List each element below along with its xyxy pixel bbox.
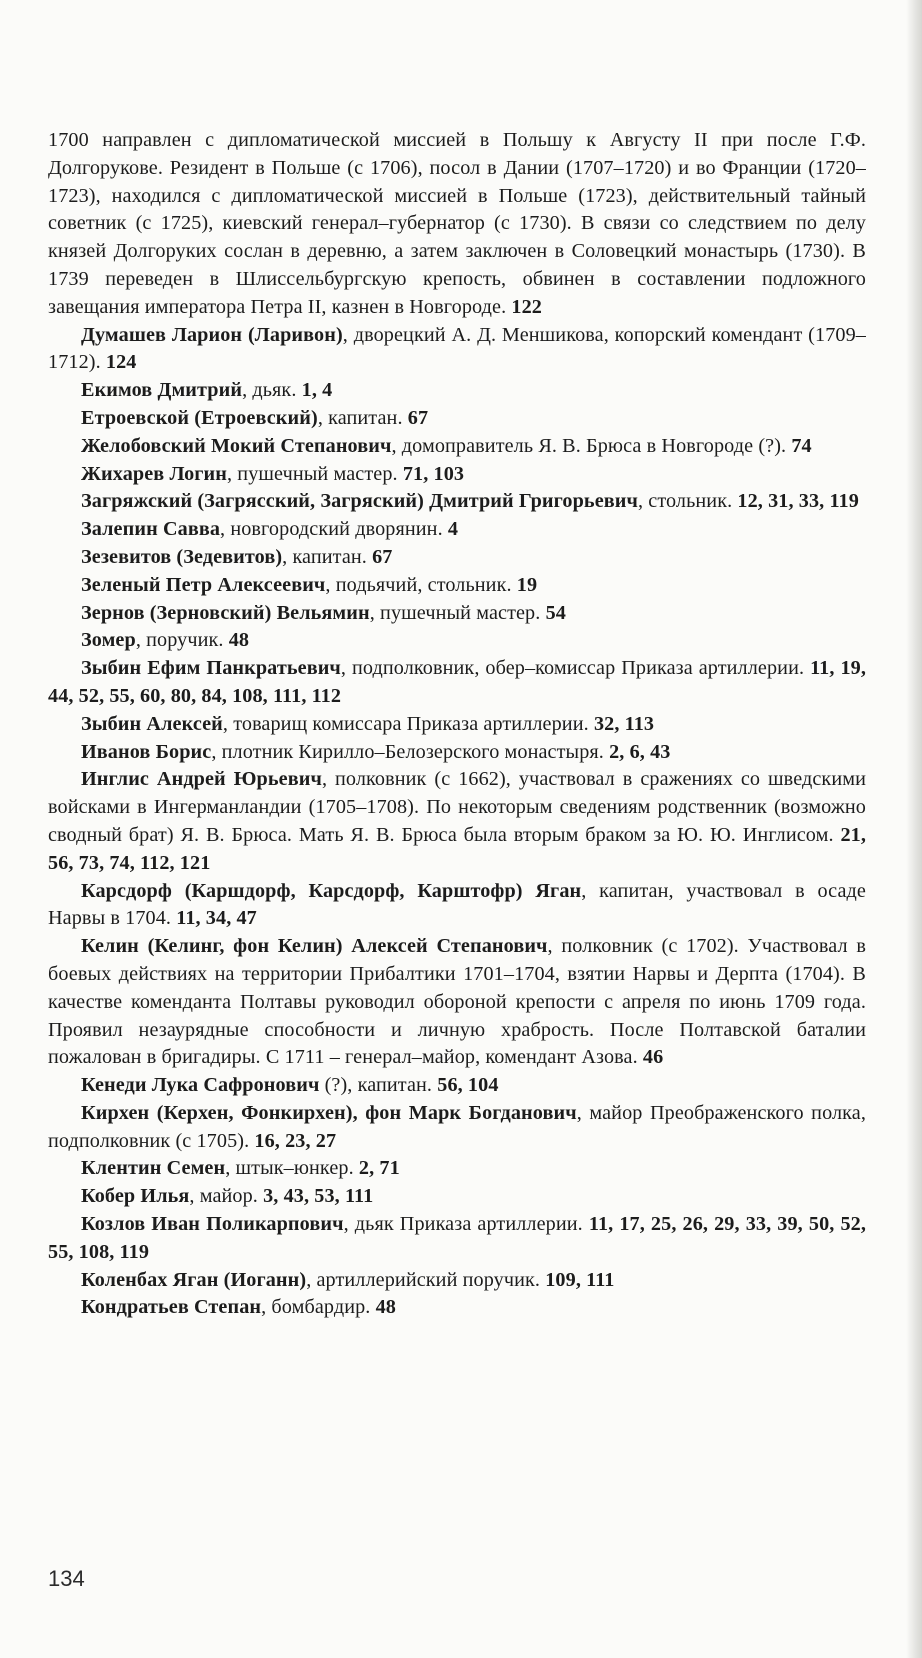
index-page xyxy=(48,127,866,1322)
entry-refs: 2, 71 xyxy=(358,1157,400,1180)
index-entry xyxy=(48,1155,866,1183)
entry-name: Инглис Андрей Юрьевич xyxy=(81,768,322,791)
entry-name: Кобер Илья xyxy=(81,1185,190,1208)
entry-desc: , полковник (с 1662), участвовал в сражениях со шведскими войсками в Ингерманландии (1705–1708). По некоторым сведениям родственник (возможно сводный брат) Я. В. Брюса. Мать Я. В. Брюса была вторым браком за Ю. Ю. Инглисом. xyxy=(48,768,867,846)
index-entry xyxy=(48,933,866,1072)
entry-refs: 11, 17, 25, 26, 29, 33, 39, 50, 52, 55, 108, 119 xyxy=(48,1213,866,1263)
entry-desc: , капитан, участвовал в осаде Нарвы в 1704. xyxy=(48,879,866,930)
entry-desc: , подьячий, стольник. xyxy=(325,573,512,596)
entry-refs: 48 xyxy=(375,1296,396,1319)
index-entry xyxy=(48,377,866,405)
entry-desc: , полковник (с 1702). Участвовал в боевых действиях на территории Прибалтики 1701–1704, взятии Нарвы и Дерпта (1704). В качестве коменданта Полтавы руководил обороной крепости с апреля по июнь 1709 года. Проявил незаурядные способности и личную храбрость. После Полтавской баталии пожалован в бригадиры. С 1711 – генерал–майор, комендант Азова. xyxy=(48,935,866,1069)
entry-name: Зернов (Зерновский) Вельямин xyxy=(81,601,370,624)
entry-name: Залепин Савва xyxy=(81,518,221,541)
entry-name: Жихарев Логин xyxy=(81,462,228,485)
entry-desc: , капитан. xyxy=(317,406,403,429)
entry-name: Кирхен (Керхен, Фонкирхен), фон Марк Богданович xyxy=(81,1101,577,1124)
index-entry xyxy=(48,544,866,572)
entry-desc: , майор. xyxy=(189,1185,258,1208)
entry-desc: , капитан. xyxy=(282,545,367,568)
page-number: 134 xyxy=(48,1566,85,1591)
entry-refs: 46 xyxy=(642,1046,664,1069)
entry-desc: , стольник. xyxy=(637,490,733,513)
index-entry xyxy=(48,433,866,461)
entry-refs: 109, 111 xyxy=(545,1268,615,1291)
entry-desc: , подполковник, обер–комиссар Приказа артиллерии. xyxy=(340,657,805,680)
entry-refs: 11, 34, 47 xyxy=(176,907,257,930)
entry-refs: 16, 23, 27 xyxy=(254,1129,337,1152)
index-entry xyxy=(48,461,866,489)
entry-refs: 56, 104 xyxy=(437,1074,499,1097)
index-entry xyxy=(48,572,866,600)
entry-refs: 74 xyxy=(791,434,812,457)
continuation-text: 1700 направлен с дипломатической миссией в Польшу к Августу II при после Г.Ф. Долгорукове. Резидент в Польше (с 1706), посол в Дании (1707–1720) и во Франции (1720–1723), находился с дипломатической миссией в Польше (1723), действительный тайный советник (с 1725), киевский генерал–губернатор (с 1730). В связи со следствием по делу князей Долгоруких сослан в деревню, а затем заключен в Соловецкий монастырь (1730). В 1739 переведен в Шлиссельбургскую крепость, обвинен в составлении подложного завещания императора Петра II, казнен в Новгороде. xyxy=(48,129,866,318)
entry-refs: 124 xyxy=(105,351,137,374)
entry-refs: 3, 43, 53, 111 xyxy=(263,1185,374,1208)
index-entry xyxy=(48,1183,866,1211)
index-entry xyxy=(48,739,866,767)
entry-desc: , бомбардир. xyxy=(261,1296,371,1319)
index-entry xyxy=(48,1100,866,1156)
entry-desc: , артиллерийский поручик. xyxy=(306,1268,541,1291)
entry-name: Кенеди Лука Сафронович xyxy=(81,1074,320,1097)
page-edge-shadow xyxy=(906,0,922,1658)
entry-desc: , майор Преображенского полка, подполковник (с 1705). xyxy=(48,1101,866,1152)
index-entry xyxy=(48,405,866,433)
entry-refs: 67 xyxy=(372,545,393,568)
entry-refs: 11, 19, 44, 52, 55, 60, 80, 84, 108, 111, 112 xyxy=(48,657,866,707)
index-entry xyxy=(48,1294,866,1322)
entry-refs: 1, 4 xyxy=(301,379,333,402)
index-entry xyxy=(48,627,866,655)
index-entry xyxy=(48,1072,866,1100)
entry-name: Зезевитов (Зедевитов) xyxy=(81,545,283,568)
entry-name: Желобовский Мокий Степанович xyxy=(81,434,392,457)
entry-refs: 67 xyxy=(407,406,429,429)
entry-name: Загряжский (Загрясский, Загряский) Дмитрий Григорьевич xyxy=(81,490,638,513)
index-entry xyxy=(48,516,866,544)
entry-desc: , плотник Кирилло–Белозерского монастыря. xyxy=(211,740,604,763)
entry-name: Клентин Семен xyxy=(81,1157,226,1180)
entry-name: Зомер xyxy=(81,629,136,652)
entry-desc: , дворецкий А. Д. Меншикова, копорский комендант (1709–1712). xyxy=(48,323,866,374)
index-entry xyxy=(48,488,866,516)
entry-refs: 2, 6, 43 xyxy=(609,740,671,763)
entry-refs: 12, 31, 33, 119 xyxy=(737,490,859,513)
index-entry xyxy=(48,766,866,877)
index-entry xyxy=(48,600,866,628)
index-entry xyxy=(48,1267,866,1295)
entry-desc: , дьяк. xyxy=(242,379,297,402)
entry-desc: , пушечный мастер. xyxy=(227,462,398,485)
continuation-refs: 122 xyxy=(511,295,542,318)
entry-refs: 21, 56, 73, 74, 112, 121 xyxy=(48,823,866,874)
entry-refs: 32, 113 xyxy=(593,712,655,735)
index-entry xyxy=(48,655,866,711)
entry-name: Зеленый Петр Алексеевич xyxy=(81,573,326,596)
entry-refs: 4 xyxy=(447,518,459,541)
entry-name: Кондратьев Степан xyxy=(81,1296,262,1319)
entry-desc: (?), капитан. xyxy=(319,1074,433,1097)
entry-name: Карсдорф (Каршдорф, Карсдорф, Карштофр) Яган xyxy=(81,879,582,902)
entry-desc: , новгородский дворянин. xyxy=(220,518,443,541)
entry-refs: 54 xyxy=(545,601,566,624)
entry-refs: 19 xyxy=(516,573,538,596)
entry-desc: , дьяк Приказа артиллерии. xyxy=(343,1213,583,1236)
entry-name: Иванов Борис xyxy=(81,740,212,763)
continuation-entry xyxy=(48,127,866,322)
entry-name: Коленбах Яган (Иоганн) xyxy=(81,1268,307,1291)
entry-desc: , товарищ комиссара Приказа артиллерии. xyxy=(222,712,589,735)
entry-name: Келин (Келинг, фон Келин) Алексей Степанович xyxy=(81,935,548,958)
entry-desc: , штык–юнкер. xyxy=(225,1157,354,1180)
entry-name: Екимов Дмитрий xyxy=(81,379,243,402)
index-entry xyxy=(48,322,866,378)
entry-name: Думашев Ларион (Ларивон) xyxy=(81,323,343,346)
entry-refs: 71, 103 xyxy=(402,462,465,485)
entry-name: Зыбин Алексей xyxy=(81,712,223,735)
entry-refs: 48 xyxy=(228,629,250,652)
entry-desc: , домоправитель Я. В. Брюса в Новгороде (?). xyxy=(391,434,787,457)
entry-name: Козлов Иван Поликарпович xyxy=(81,1213,344,1236)
index-entry xyxy=(48,878,866,934)
entry-name: Етроевской (Етроевский) xyxy=(81,406,318,429)
entry-desc: , пушечный мастер. xyxy=(369,601,541,624)
entry-desc: , поручик. xyxy=(135,629,224,652)
index-entry xyxy=(48,1211,866,1267)
index-entry xyxy=(48,711,866,739)
entry-name: Зыбин Ефим Панкратьевич xyxy=(81,657,341,680)
